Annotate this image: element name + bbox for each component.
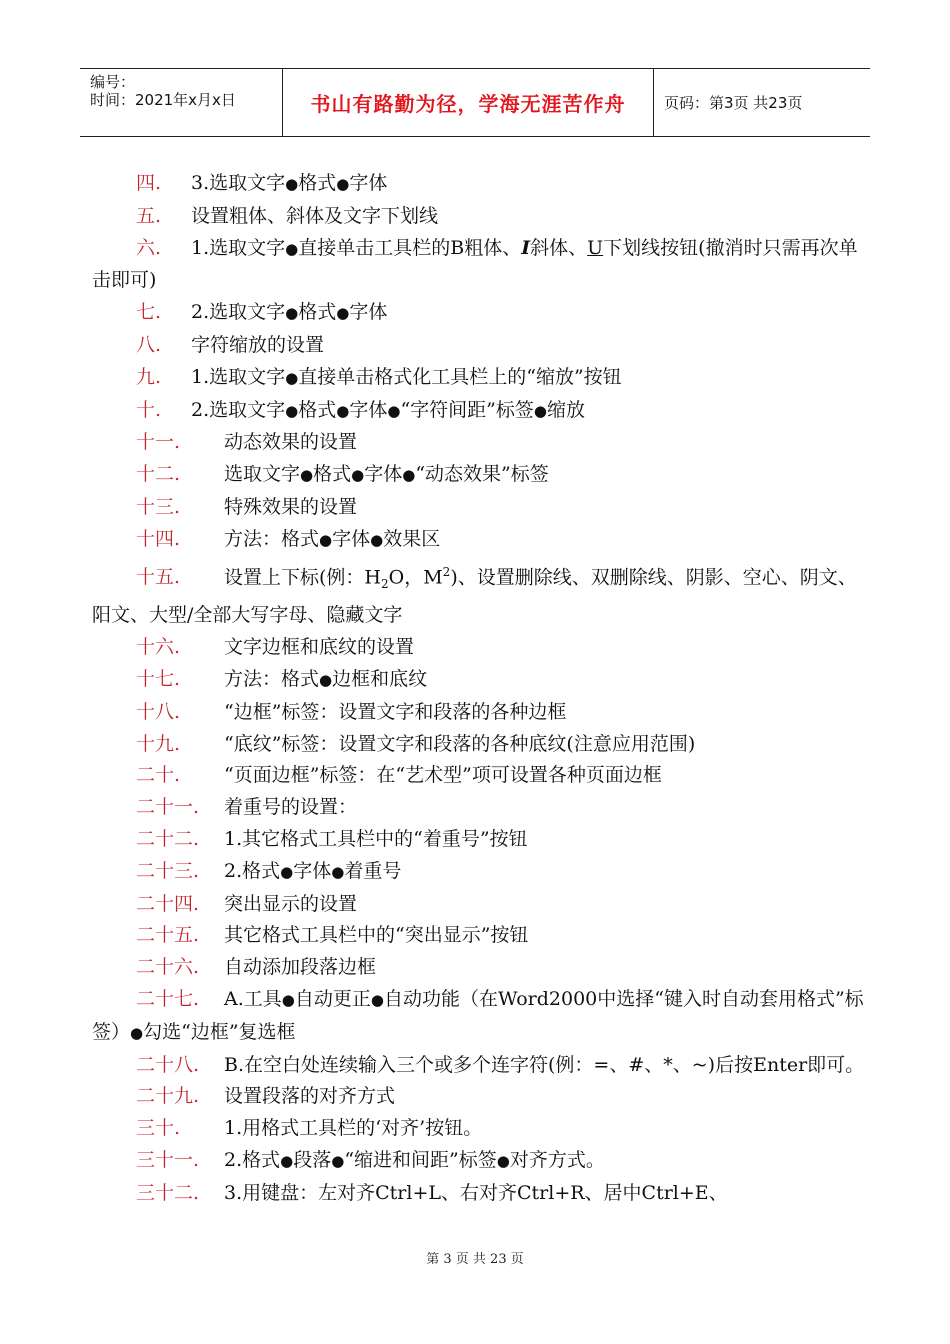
item-text: 下划线按钮(撤消时只需再次单击即可) [92, 236, 858, 292]
list-item [92, 362, 872, 395]
item-number: 六. [136, 236, 162, 259]
bullet-icon: ● [280, 862, 294, 881]
list-item [92, 792, 872, 824]
header-meta-cell [80, 69, 283, 136]
item-number: 十二. [136, 463, 181, 486]
header-page-cell [654, 69, 870, 136]
list-item [92, 524, 872, 557]
item-number: 二十五. [136, 924, 200, 947]
bullet-icon: ● [319, 530, 333, 549]
item-text: “页面边框”标签：在“艺术型”项可设置各种页面边框 [224, 764, 662, 787]
item-number: 二十一. [136, 796, 200, 819]
item-text: 自动添加段落边框 [224, 956, 377, 979]
item-number: 十七. [136, 668, 181, 691]
bullet-icon: ● [402, 466, 416, 485]
list-item [92, 856, 872, 889]
list-item [92, 984, 872, 1050]
item-text: 1.选取文字●直接单击格式化工具栏上的“缩放”按钮 [191, 365, 622, 388]
underline-glyph: U [587, 236, 604, 259]
list-item [92, 664, 872, 697]
list-item [92, 760, 872, 792]
item-text: 3.用键盘：左对齐Ctrl+L、右对齐Ctrl+R、居中Ctrl+E、 [224, 1181, 728, 1204]
bullet-icon: ● [351, 466, 365, 485]
item-number: 八. [136, 333, 162, 356]
item-text: 粗体、 [464, 236, 522, 259]
list-item [92, 201, 872, 233]
list-item [92, 395, 872, 428]
bullet-icon: ● [336, 175, 350, 193]
bullet-icon: ● [331, 862, 345, 881]
bullet-icon: ● [285, 368, 299, 387]
item-text: 方法：格式●字体●效果区 [224, 527, 441, 550]
page-footer: 第 3 页 共 23 页 [426, 1252, 524, 1267]
item-text: 斜体、 [530, 236, 588, 259]
bold-glyph: B [450, 236, 465, 259]
header-motto-cell [283, 69, 654, 136]
item-number: 十三. [136, 495, 181, 518]
list-item [92, 330, 872, 362]
item-number: 十五. [136, 565, 181, 588]
list-item [92, 1113, 872, 1145]
list-item [92, 492, 872, 524]
item-number: 三十一. [136, 1149, 200, 1172]
item-number: 二十二. [136, 828, 200, 851]
list-item [92, 1178, 872, 1210]
item-number: 九. [136, 365, 162, 388]
list-item [92, 1145, 872, 1178]
list-item [92, 557, 872, 633]
list-item [92, 889, 872, 921]
item-number: 十八. [136, 700, 181, 723]
item-number: 二十八. [136, 1053, 200, 1076]
bullet-icon: ● [285, 239, 299, 258]
bullet-icon: ● [336, 304, 350, 323]
item-text: “底纹”标签：设置文字和段落的各种底纹(注意应用范围) [224, 732, 696, 755]
item-text: 1.用格式工具栏的‘对齐’按钮。 [224, 1117, 483, 1140]
item-number: 七. [136, 301, 162, 324]
subscript-text: 2 [380, 576, 389, 591]
bullet-icon: ● [319, 671, 333, 690]
item-text: O，M [388, 565, 443, 588]
bullet-icon: ● [533, 401, 547, 420]
bullet-icon: ● [496, 1152, 510, 1171]
item-text: 字符缩放的设置 [191, 333, 325, 356]
list-item [92, 233, 872, 298]
page-header [80, 68, 870, 137]
bullet-icon: ● [285, 304, 299, 323]
item-text: 设置上下标(例：H [224, 565, 381, 588]
bullet-icon: ● [331, 1152, 345, 1171]
header-page-info: 页码：第3页 共23页 [664, 94, 803, 112]
list-item [92, 632, 872, 664]
item-text: 着重号的设置： [224, 796, 358, 819]
italic-glyph: I [521, 236, 531, 259]
item-number: 十九. [136, 732, 181, 755]
list-item [92, 297, 872, 330]
item-number: 二十六. [136, 956, 200, 979]
document-date-label: 时间：2021年x月x日 [90, 91, 236, 109]
item-text: 2.选取文字●格式●字体●“字符间距”标签●缩放 [191, 398, 585, 421]
document-body [92, 168, 872, 1210]
item-text: 1.选取文字●直接单击工具栏的 [191, 236, 451, 259]
item-text: )、设置删除线、双删除线、阴影、空心、阴文、阳文、大型/全部大写字母、隐藏文字 [92, 565, 857, 627]
list-item [92, 1050, 872, 1082]
document-number-label: 编号： [90, 73, 136, 91]
item-text: 特殊效果的设置 [224, 495, 358, 518]
item-text: 2.格式●段落●“缩进和间距”标签●对齐方式。 [224, 1149, 605, 1172]
item-number: 二十七. [136, 988, 200, 1011]
item-text: 设置粗体、斜体及文字下划线 [191, 204, 439, 227]
item-number: 三十. [136, 1117, 181, 1140]
list-item [92, 459, 872, 492]
item-text: 1.其它格式工具栏中的“着重号”按钮 [224, 828, 528, 851]
bullet-icon: ● [280, 1152, 294, 1171]
item-number: 十四. [136, 527, 181, 550]
bullet-icon: ● [370, 991, 384, 1010]
item-number: 四. [136, 172, 162, 194]
header-motto: 书山有路勤为径，学海无涯苦作舟 [310, 92, 626, 116]
item-text: “边框”标签：设置文字和段落的各种边框 [224, 700, 567, 723]
item-number: 十六. [136, 636, 181, 659]
list-item [92, 729, 872, 761]
bullet-icon: ● [300, 466, 314, 485]
bullet-icon: ● [130, 1023, 144, 1042]
item-text: 3.选取文字●格式●字体 [191, 172, 388, 194]
item-number: 二十四. [136, 892, 200, 915]
item-number: 十一. [136, 431, 181, 454]
bullet-icon: ● [285, 175, 299, 193]
bullet-icon: ● [336, 401, 350, 420]
item-text: B.在空白处连续输入三个或多个连字符(例：=、#、*、~)后按Enter即可。 [224, 1053, 865, 1076]
list-item [92, 427, 872, 459]
bullet-icon: ● [281, 991, 295, 1010]
item-text: 设置段落的对齐方式 [224, 1085, 396, 1108]
item-text: 方法：格式●边框和底纹 [224, 668, 428, 691]
item-number: 十. [136, 398, 162, 421]
item-number: 五. [136, 204, 162, 227]
item-text: A.工具●自动更正●自动功能（在Word2000中选择“键入时自动套用格式”标签）●勾选“边框”复选框 [92, 988, 864, 1043]
item-number: 二十. [136, 764, 181, 787]
item-number: 二十九. [136, 1085, 200, 1108]
item-text: 动态效果的设置 [224, 431, 358, 454]
item-text: 文字边框和底纹的设置 [224, 636, 415, 659]
item-number: 二十三. [136, 859, 200, 882]
item-text: 选取文字●格式●字体●“动态效果”标签 [224, 463, 549, 486]
list-item [92, 824, 872, 856]
item-text: 突出显示的设置 [224, 892, 358, 915]
bullet-icon: ● [387, 401, 401, 420]
item-text: 2.格式●字体●着重号 [224, 859, 402, 882]
item-text: 2.选取文字●格式●字体 [191, 301, 388, 324]
bullet-icon: ● [285, 401, 299, 420]
list-item [92, 697, 872, 729]
superscript-text: 2 [442, 564, 451, 579]
list-item [92, 920, 872, 952]
list-item [92, 1081, 872, 1113]
list-item [92, 168, 872, 201]
item-number: 三十二. [136, 1181, 200, 1204]
item-text: 其它格式工具栏中的“突出显示”按钮 [224, 924, 529, 947]
list-item [92, 952, 872, 984]
bullet-icon: ● [370, 530, 384, 549]
